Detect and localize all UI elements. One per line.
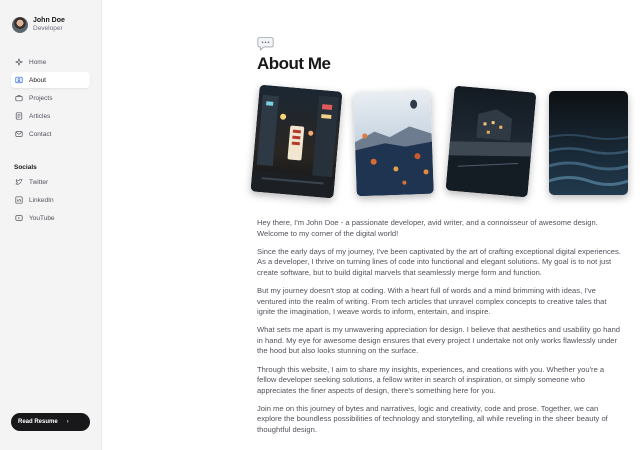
nav-item-contact[interactable] [11, 126, 90, 142]
nav-item-label: Contact [29, 130, 52, 138]
nav-item-articles[interactable] [11, 108, 90, 124]
nav-item-label: Home [29, 58, 47, 66]
sidebar [0, 0, 102, 450]
about-paragraph: Hey there, I'm John Doe - a passionate developer, avid writer, and a connoisseur of awesome design. Welcome to my corner of the digital world! [257, 218, 598, 238]
read-resume-label: Read Resume [18, 419, 58, 425]
nav-item-projects[interactable] [11, 90, 90, 106]
nav-item-label: About [29, 76, 46, 84]
main-content [103, 0, 640, 450]
nav-item-about[interactable] [11, 72, 90, 88]
sparkle-icon [15, 58, 23, 66]
city-street-night-photo [250, 85, 342, 199]
about-paragraph: What sets me apart is my unwavering appreciation for design. I believe that aesthetics and usability go hand in hand. My eye for awesome design ensures that every project I undertake not only works flawlessly under the hood but also looks stunning on the surface. [257, 325, 621, 356]
nav-item-label: Articles [29, 112, 51, 120]
social-item-linkedin[interactable] [11, 192, 90, 208]
mail-icon [15, 130, 23, 138]
document-icon [15, 112, 23, 120]
page-title: About Me [257, 54, 331, 73]
speech-bubble-icon [257, 36, 274, 52]
about-paragraph: Since the early days of my journey, I've been captivated by the art of crafting exceptional digital experiences. As a developer, I thrive on turning lines of code into functional and elegant solutions. My goal is to not just create software, but to build digital marvels that seamlessly merge form and function. [257, 246, 621, 277]
riverside-town-evening-photo [446, 86, 537, 198]
social-item-twitter[interactable] [11, 174, 90, 190]
read-resume-button[interactable] [11, 413, 90, 431]
socials-heading: Socials [14, 164, 37, 171]
profile-name: John Doe [33, 17, 65, 25]
about-paragraph: Through this website, I aim to share my insights, experiences, and creations with you. Whether you're a fellow developer seeking solutions, a fellow writer in search of inspiration, or simply someone who appreciates the finer aspects of design, there's something here for you. [257, 364, 605, 395]
about-paragraph: Join me on this journey of bytes and narratives, logic and creativity, code and prose. Together, we can explore the boundless possibilities of technology and storytelling, all while reveling in the sheer beauty of thoughtful design. [257, 403, 608, 434]
profile-role: Developer [33, 25, 63, 33]
social-item-youtube[interactable] [11, 210, 90, 226]
hot-air-balloons-photo [353, 90, 434, 197]
main-nav [11, 54, 90, 144]
user-card-icon [15, 76, 23, 84]
briefcase-icon [15, 94, 23, 102]
about-text [257, 218, 625, 443]
nav-item-home[interactable] [11, 54, 90, 70]
about-paragraph: But my journey doesn't stop at coding. With a heart full of words and a mind brimming with ideas, I've ventured into the realm of writing. From tech articles that unravel complex concepts to creative tales that ignite the imagination, I weave words to inform, entertain, and inspire. [257, 285, 607, 317]
profile-text [33, 17, 65, 33]
profile[interactable] [12, 17, 65, 33]
social-item-label: Twitter [29, 178, 49, 186]
chevron-right-icon: › [66, 419, 69, 425]
linkedin-icon [15, 196, 23, 204]
social-item-label: YouTube [29, 214, 55, 222]
ocean-waves-photo [549, 91, 628, 195]
nav-item-label: Projects [29, 94, 53, 102]
social-item-label: LinkedIn [29, 196, 54, 204]
twitter-icon [15, 178, 23, 186]
avatar [12, 17, 28, 33]
socials-nav [11, 174, 90, 228]
youtube-icon [15, 214, 23, 222]
